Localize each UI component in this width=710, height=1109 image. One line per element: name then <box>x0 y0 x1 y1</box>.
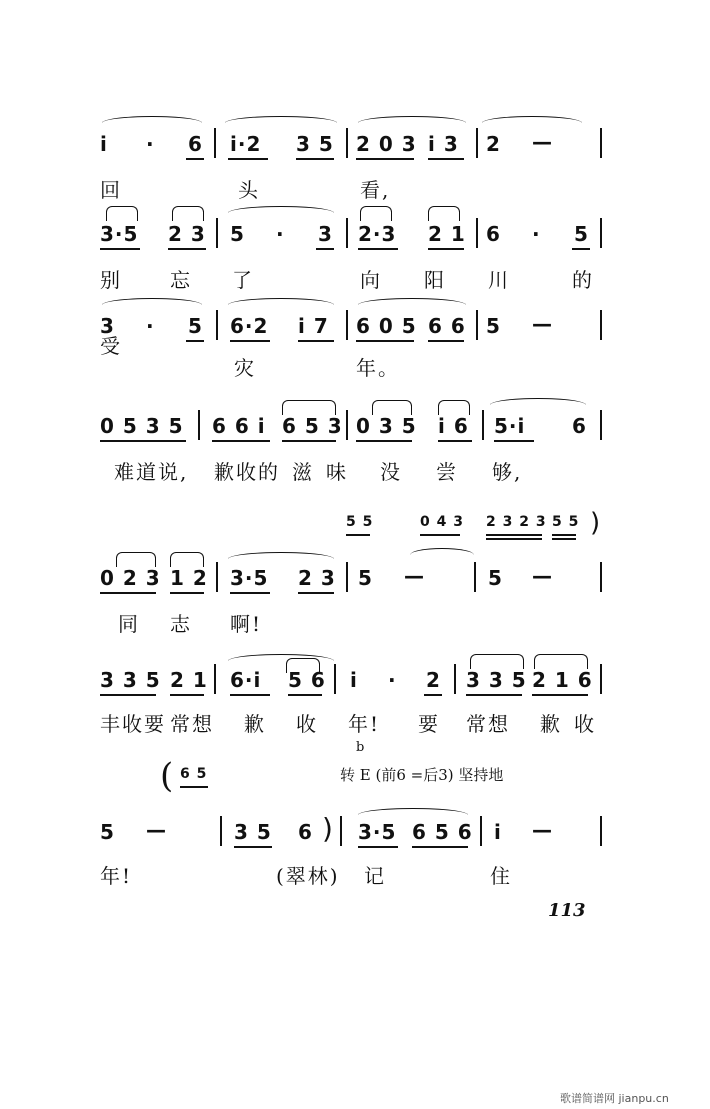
note: 6 <box>486 222 501 246</box>
dash-hold: — <box>404 564 425 588</box>
barline <box>482 410 484 440</box>
note: 5 <box>188 314 203 338</box>
lyric: 收 <box>296 712 318 736</box>
note-group: 3·5 <box>100 222 139 246</box>
barline <box>220 816 222 846</box>
barline <box>454 664 456 694</box>
underline-beam <box>358 846 398 848</box>
barline <box>216 218 218 248</box>
note-group: 6·2 <box>230 314 269 338</box>
note-group: 2 0 3 <box>356 132 417 156</box>
underline-beam <box>100 694 156 696</box>
lyric: 向 <box>360 268 382 292</box>
underline-beam <box>346 534 370 536</box>
underline-beam <box>180 786 208 788</box>
flat-sign: b <box>356 740 365 755</box>
note: 6 <box>572 414 587 438</box>
phrase-slur <box>358 116 466 123</box>
tie-arc <box>116 552 156 567</box>
open-paren: ( <box>160 756 174 796</box>
note-group: 2·3 <box>358 222 397 246</box>
lyric: (翠林) <box>276 864 340 888</box>
barline <box>346 310 348 340</box>
underline-beam <box>234 846 272 848</box>
lyric: 看, <box>360 178 391 202</box>
phrase-slur <box>228 298 334 305</box>
phrase-slur <box>410 548 474 555</box>
phrase-slur <box>225 116 337 123</box>
barline <box>600 816 602 846</box>
underline-beam <box>170 592 204 594</box>
lyric: 常想 <box>170 712 214 736</box>
note-group: 6 5 6 <box>412 820 473 844</box>
barline <box>600 128 602 158</box>
barline <box>346 128 348 158</box>
lyric: 没 <box>380 460 402 484</box>
barline <box>346 562 348 592</box>
barline <box>216 562 218 592</box>
barline <box>214 664 216 694</box>
note: 5 <box>574 222 589 246</box>
note-group: 3·5 <box>230 566 269 590</box>
tie-arc <box>360 206 392 221</box>
tie-arc <box>282 400 336 415</box>
note-group: 3 5 <box>296 132 334 156</box>
underline-beam <box>356 340 414 342</box>
lyric: 回 <box>100 178 122 202</box>
barline <box>474 562 476 592</box>
tie-arc <box>438 400 470 415</box>
barline <box>600 218 602 248</box>
key-change-note: 转 E (前6 =后3) 坚持地 <box>340 766 504 784</box>
dot-rhythm: · <box>276 222 285 246</box>
underline-beam <box>572 248 590 250</box>
note-group: 2 1 6 <box>532 668 593 692</box>
accomp-notes: 5 5 <box>346 514 374 530</box>
close-paren: ) <box>590 508 602 538</box>
barline <box>476 310 478 340</box>
underline-beam <box>316 248 334 250</box>
dash-hold: — <box>146 818 167 842</box>
dot-rhythm: · <box>532 222 541 246</box>
underline-beam <box>428 158 464 160</box>
underline-beam <box>168 248 206 250</box>
underline-beam <box>296 158 334 160</box>
note: 2 <box>486 132 501 156</box>
tie-arc <box>170 552 204 567</box>
note-group: 3 3 5 <box>100 668 161 692</box>
lyric: 丰收要 <box>100 712 166 736</box>
underline-beam <box>356 158 414 160</box>
lyric: 尝 <box>436 460 458 484</box>
accomp-notes: 2 3 2 3 <box>486 514 547 530</box>
note: 5 <box>486 314 501 338</box>
dot-rhythm: · <box>146 314 155 338</box>
lyric: 同 <box>118 612 140 636</box>
note-group: 2 3 <box>168 222 206 246</box>
tie-arc <box>106 206 138 221</box>
barline <box>216 310 218 340</box>
lyric: 记 <box>364 864 386 888</box>
page-number: 113 <box>548 900 586 921</box>
lyric: 阳 <box>424 268 446 292</box>
lyric: 年! <box>100 864 133 888</box>
underline-beam <box>424 694 442 696</box>
underline-beam <box>486 538 542 540</box>
dash-hold: — <box>532 564 553 588</box>
site-watermark: 歌谱简谱网 jianpu.cn <box>560 1092 669 1105</box>
note: 5 <box>358 566 373 590</box>
underline-beam <box>358 248 398 250</box>
accomp-notes: 6 5 <box>180 766 208 782</box>
underline-beam <box>100 248 140 250</box>
barline <box>346 410 348 440</box>
close-paren: ) <box>322 812 334 845</box>
underline-beam <box>532 694 588 696</box>
dot-rhythm: · <box>388 668 397 692</box>
underline-beam <box>466 694 522 696</box>
underline-beam <box>100 592 156 594</box>
note-group: i 6 <box>438 414 469 438</box>
note-group: 3 5 <box>234 820 272 844</box>
lyric: 忘 <box>170 268 192 292</box>
phrase-slur <box>482 116 582 123</box>
note: 3 <box>318 222 333 246</box>
barline <box>334 664 336 694</box>
underline-beam <box>186 340 204 342</box>
barline <box>600 310 602 340</box>
note: 5 <box>100 820 115 844</box>
underline-beam <box>298 340 334 342</box>
barline <box>198 410 200 440</box>
dash-hold: — <box>532 130 553 154</box>
note-group: 2 3 <box>298 566 336 590</box>
note: i <box>100 132 108 156</box>
lyric: 常想 <box>466 712 510 736</box>
note: i <box>494 820 502 844</box>
accomp-notes: 5 5 <box>552 514 580 530</box>
lyric: 年! <box>348 712 381 736</box>
tie-arc <box>470 654 524 669</box>
note-group: 0 3 5 <box>356 414 417 438</box>
note-group: 6·i <box>230 668 262 692</box>
lyric: 受 <box>100 334 122 358</box>
phrase-slur <box>102 298 202 305</box>
tie-arc <box>534 654 588 669</box>
note-group: 6 5 3 <box>282 414 343 438</box>
underline-beam <box>230 592 270 594</box>
underline-beam <box>298 592 334 594</box>
underline-beam <box>552 534 576 536</box>
underline-beam <box>282 440 336 442</box>
underline-beam <box>186 158 204 160</box>
lyric: 别 <box>100 268 122 292</box>
lyric: 的 <box>572 268 594 292</box>
note-group: 3·5 <box>358 820 397 844</box>
tie-arc <box>172 206 204 221</box>
phrase-slur <box>358 298 466 305</box>
note-group: i·2 <box>230 132 262 156</box>
note: 5 <box>488 566 503 590</box>
underline-beam <box>420 534 460 536</box>
tie-arc <box>428 206 460 221</box>
note-group: 6 6 <box>428 314 466 338</box>
underline-beam <box>428 340 464 342</box>
phrase-slur <box>358 808 468 815</box>
dash-hold: — <box>532 818 553 842</box>
lyric: 了 <box>232 268 254 292</box>
tie-arc <box>372 400 412 415</box>
phrase-slur <box>102 116 202 123</box>
barline <box>600 664 602 694</box>
underline-beam <box>170 694 204 696</box>
underline-beam <box>356 440 412 442</box>
lyric: 歉 <box>540 712 562 736</box>
note: 6 <box>188 132 203 156</box>
lyric: 歉 <box>244 712 266 736</box>
barline <box>214 128 216 158</box>
note-group: i 7 <box>298 314 329 338</box>
underline-beam <box>228 158 268 160</box>
underline-beam <box>212 440 270 442</box>
barline <box>600 562 602 592</box>
note: 2 <box>426 668 441 692</box>
barline <box>346 218 348 248</box>
dot-rhythm: · <box>146 132 155 156</box>
lyric: 志 <box>170 612 192 636</box>
lyric: 味 <box>326 460 348 484</box>
lyric: 年。 <box>356 356 400 380</box>
barline <box>476 128 478 158</box>
note: i <box>350 668 358 692</box>
accomp-notes: 0 4 3 <box>420 514 464 530</box>
note-group: 2 1 <box>428 222 466 246</box>
lyric: 川 <box>488 268 510 292</box>
barline <box>340 816 342 846</box>
underline-beam <box>230 340 270 342</box>
lyric: 够, <box>492 460 523 484</box>
underline-beam <box>486 534 542 536</box>
note: 3 <box>100 314 115 338</box>
lyric: 歉收的 <box>214 460 280 484</box>
underline-beam <box>552 538 576 540</box>
phrase-slur <box>228 552 334 559</box>
note-group: 6 6 i <box>212 414 266 438</box>
note-group: 3 3 5 <box>466 668 527 692</box>
phrase-slur <box>490 398 586 405</box>
barline <box>600 410 602 440</box>
lyric: 啊! <box>230 612 263 636</box>
note-group: 6 0 5 <box>356 314 417 338</box>
underline-beam <box>494 440 534 442</box>
underline-beam <box>438 440 472 442</box>
lyric: 难道说, <box>114 460 189 484</box>
note-group: 2 1 <box>170 668 208 692</box>
note-group: 5 6 <box>288 668 326 692</box>
lyric: 要 <box>418 712 440 736</box>
underline-beam <box>230 694 270 696</box>
underline-beam <box>428 248 464 250</box>
barline <box>476 218 478 248</box>
note-group: 5·i <box>494 414 526 438</box>
phrase-slur <box>228 206 334 213</box>
underline-beam <box>100 440 186 442</box>
note: 6 <box>298 820 313 844</box>
note-group: 0 5 3 5 <box>100 414 184 438</box>
underline-beam <box>412 846 468 848</box>
lyric: 头 <box>238 178 260 202</box>
barline <box>480 816 482 846</box>
note-group: 1 2 <box>170 566 208 590</box>
lyric: 住 <box>490 864 512 888</box>
lyric: 收 <box>574 712 596 736</box>
lyric: 滋 <box>292 460 314 484</box>
note-group: i 3 <box>428 132 459 156</box>
note: 5 <box>230 222 245 246</box>
underline-beam <box>288 694 322 696</box>
lyric: 灾 <box>234 356 256 380</box>
note-group: 0 2 3 <box>100 566 161 590</box>
dash-hold: — <box>532 312 553 336</box>
